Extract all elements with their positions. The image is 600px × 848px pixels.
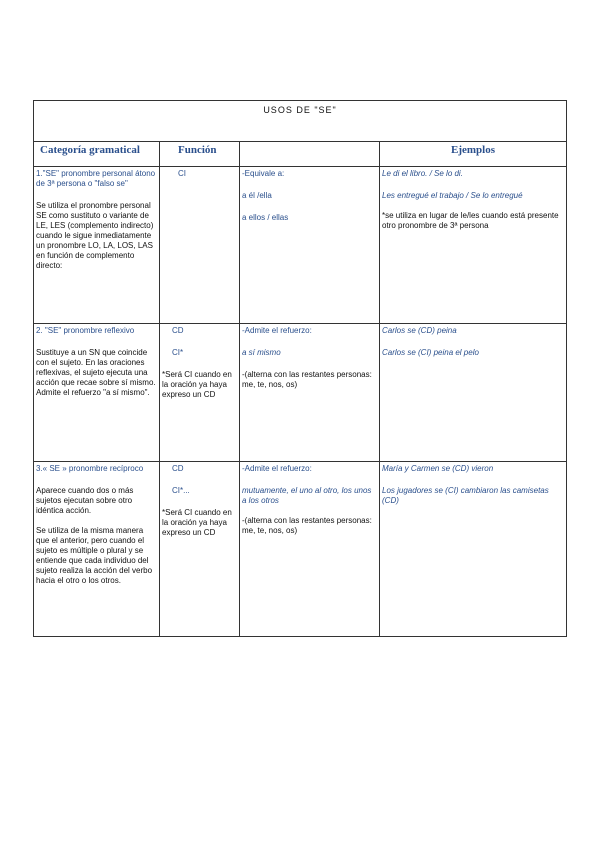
header-funcion: Función xyxy=(160,142,240,167)
header-ejemplos: Ejemplos xyxy=(380,142,567,167)
example-line: Les entregué el trabajo / Se lo entregué xyxy=(382,191,523,200)
header-categoria: Categoría gramatical xyxy=(34,142,160,167)
category-description: Sustituye a un SN que coincide con el sujeto. En las oraciones reflexivas, el sujeto ejecuta una acción que recae sobre sí mismo. Admite el refuerzo "a sí mismo". xyxy=(36,348,156,397)
table-title: USOS DE "SE" xyxy=(34,101,567,142)
function-value: CI xyxy=(178,169,186,178)
ejemplos-cell xyxy=(380,462,567,637)
category-description: Se utiliza el pronombre personal SE como sustituto o variante de LE, LES (complemento indirecto) cuando le sigue inmediatamente un pronombre LO, LA, LOS, LAS en función de complemento directo: xyxy=(36,201,154,270)
function-value: CI* xyxy=(172,348,184,357)
header-empty xyxy=(240,142,380,167)
desc-line: -(alterna con las restantes personas: me, te, nos, os) xyxy=(242,370,372,389)
desc-line: a ellos / ellas xyxy=(242,213,289,222)
category-description: Se utiliza de la misma manera que el anterior, pero cuando el sujeto es múltiple o plural y se entiende que cada individuo del sujeto realiza la acción del verbo hacia el otro o los otros. xyxy=(36,526,153,585)
function-value: CD xyxy=(172,326,184,335)
funcion-cell xyxy=(160,462,240,637)
category-description: Aparece cuando dos o más sujetos ejecutan sobre otro idéntica acción. xyxy=(36,486,134,515)
table-row xyxy=(34,462,567,637)
desc-line: a él /ella xyxy=(242,191,272,200)
desc-line: mutuamente, el uno al otro, los unos a los otros xyxy=(242,486,372,505)
category-title: 1."SE" pronombre personal átono de 3ª persona o "falso se" xyxy=(36,169,156,188)
funcion-cell xyxy=(160,324,240,462)
descripcion-cell xyxy=(240,167,380,324)
function-note: *Será CI cuando en la oración ya haya expreso un CD xyxy=(162,508,232,537)
example-note: *se utiliza en lugar de le/les cuando está presente otro pronombre de 3ª persona xyxy=(382,211,559,230)
descripcion-cell xyxy=(240,462,380,637)
function-note: *Será CI cuando en la oración ya haya expreso un CD xyxy=(162,370,232,399)
categoria-cell xyxy=(34,167,160,324)
function-value: CD xyxy=(172,464,184,473)
example-line: Le di el libro. / Se lo di. xyxy=(382,169,463,178)
categoria-cell xyxy=(34,324,160,462)
funcion-cell xyxy=(160,167,240,324)
desc-line: -Admite el refuerzo: xyxy=(242,326,312,335)
desc-line: -Admite el refuerzo: xyxy=(242,464,312,473)
category-title: 2. "SE" pronombre reflexivo xyxy=(36,326,135,335)
table-row xyxy=(34,167,567,324)
desc-line: -(alterna con las restantes personas: me, te, nos, os) xyxy=(242,516,372,535)
ejemplos-cell xyxy=(380,324,567,462)
example-line: María y Carmen se (CD) vieron xyxy=(382,464,494,473)
desc-line: a sí mismo xyxy=(242,348,281,357)
desc-line: -Equivale a: xyxy=(242,169,285,178)
ejemplos-cell xyxy=(380,167,567,324)
example-line: Los jugadores se (CI) cambiaron las camisetas (CD) xyxy=(382,486,549,505)
example-line: Carlos se (CI) peina el pelo xyxy=(382,348,479,357)
descripcion-cell xyxy=(240,324,380,462)
table-row xyxy=(34,324,567,462)
category-title: 3.« SE » pronombre recíproco xyxy=(36,464,144,473)
function-value: CI*... xyxy=(172,486,190,495)
categoria-cell xyxy=(34,462,160,637)
example-line: Carlos se (CD) peina xyxy=(382,326,457,335)
usos-se-table xyxy=(33,100,567,637)
